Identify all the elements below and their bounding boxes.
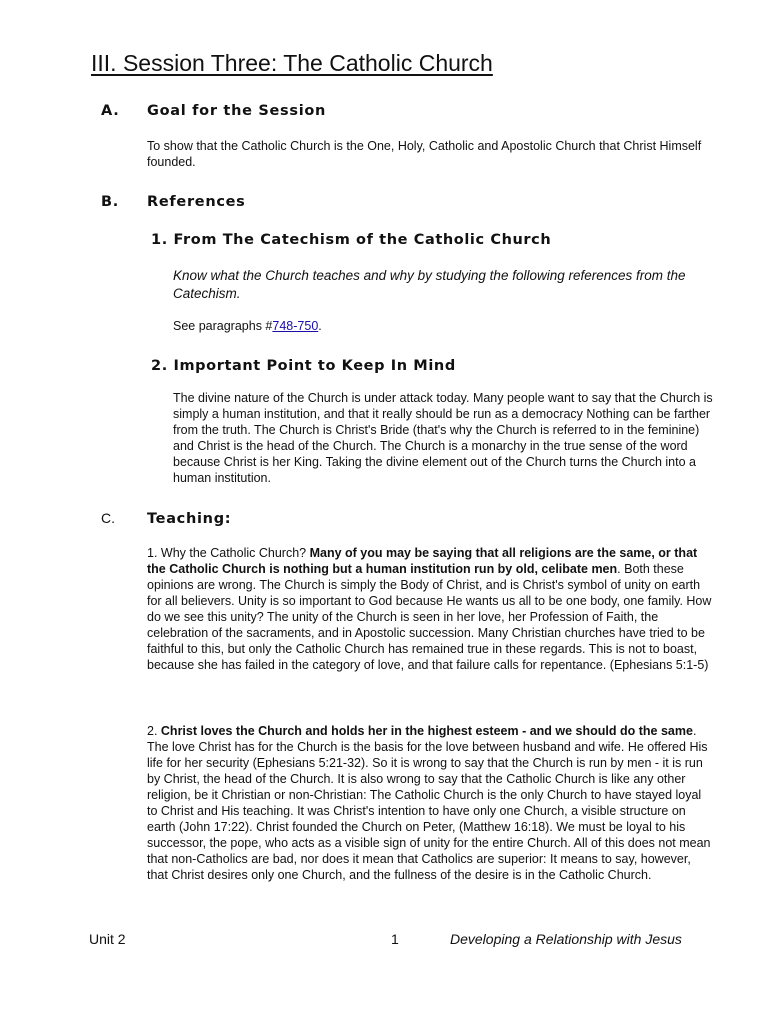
see-suffix: . (318, 319, 322, 333)
section-a-title: Goal for the Session (147, 103, 327, 119)
catechism-instructions: Know what the Church teaches and why by studying the following references from the Catechism. (173, 268, 686, 301)
teaching-p1-lead: 1. Why the Catholic Church? (147, 546, 310, 560)
section-c-title: Teaching: (147, 511, 232, 527)
teaching-paragraph-1 (147, 545, 715, 673)
paragraphs-link[interactable]: 748-750 (272, 319, 319, 333)
page-title: III. Session Three: The Catholic Church (91, 50, 493, 76)
section-a-label: A. (101, 103, 120, 119)
section-c-label: C. (101, 510, 115, 526)
section-a-heading (101, 103, 326, 119)
teaching-p2-lead: 2. (147, 724, 161, 738)
footer-course-title: Developing a Relationship with Jesus (450, 931, 682, 947)
subsection-important-point-heading: 2. Important Point to Keep In Mind (151, 358, 456, 374)
subsection-catechism-heading: 1. From The Catechism of the Catholic Church (151, 232, 552, 248)
teaching-p2-body: . The love Christ has for the Church is the basis for the love between husband and wife. He offered His life for her security (Ephesians 5:21-32). So it is wrong to say that the Church is run by men - it is run by Christ, the head of the Church. It is also wrong to say that the Catholic Church is like any other religion, be it Christian or non-Christian: The Catholic Church is the only Church to have stayed loyal to Christ and His teaching. It was Christ's intention to have only one Church, a visible structure on earth (John 17:22). Christ founded the Church on Peter, (Matthew 16:18). We must be loyal to his successor, the pope, who acts as a visible sign of unity for the entire Church. All of this does not mean that non-Catholics are bad, nor does it mean that Catholics are superior: It means to say, however, that Christ desires only one Church, and the fullness of the desire is in the Catholic Church. (147, 724, 711, 882)
section-c-heading (101, 510, 231, 527)
section-b-heading (101, 194, 246, 210)
section-b-title: References (147, 194, 246, 210)
section-a-text: To show that the Catholic Church is the One, Holy, Catholic and Apostolic Church that Christ Himself founded. (147, 139, 702, 169)
teaching-p1-bold: Many of you may be saying that all religions are the same, or that the Catholic Church is nothing but a human institution run by old, celibate men (147, 546, 698, 576)
section-b-label: B. (101, 194, 119, 210)
important-point-text: The divine nature of the Church is under attack today. Many people want to say that the Church is simply a human institution, and that it really should be run as a democracy Nothing can be farther from the truth. The Church is Christ's Bride (that's why the Church is referred to in the feminine) and Christ is the head of the Church. The Church is a monarchy in the true sense of the word because Christ is her King. Taking the divine element out of the Church turns the Church into a human institution. (173, 391, 713, 485)
teaching-p1-body: . Both these opinions are wrong. The Church is simply the Body of Christ, and is Christ's symbol of unity on earth for all believers. Unity is so important to God because He wants us all to be one body, one family. How do we see this unity? The unity of the Church is seen in her love, her Profession of Faith, the celebration of the sacraments, and in Apostolic succession. Many Christian churches have tried to be faithful to this, but only the Catholic Church has remained true in these regards. This is not to boast, because she has failed in the category of love, and that failure calls for repentance. (Ephesians 5:1-5) (147, 562, 712, 672)
teaching-p2-bold: Christ loves the Church and holds her in the highest esteem - and we should do the same (160, 724, 693, 738)
catechism-see-paragraphs (173, 318, 715, 334)
teaching-paragraph-2 (147, 723, 715, 883)
footer-page-number: 1 (391, 931, 399, 947)
see-prefix: See paragraphs # (173, 319, 273, 333)
footer-unit: Unit 2 (89, 931, 126, 947)
